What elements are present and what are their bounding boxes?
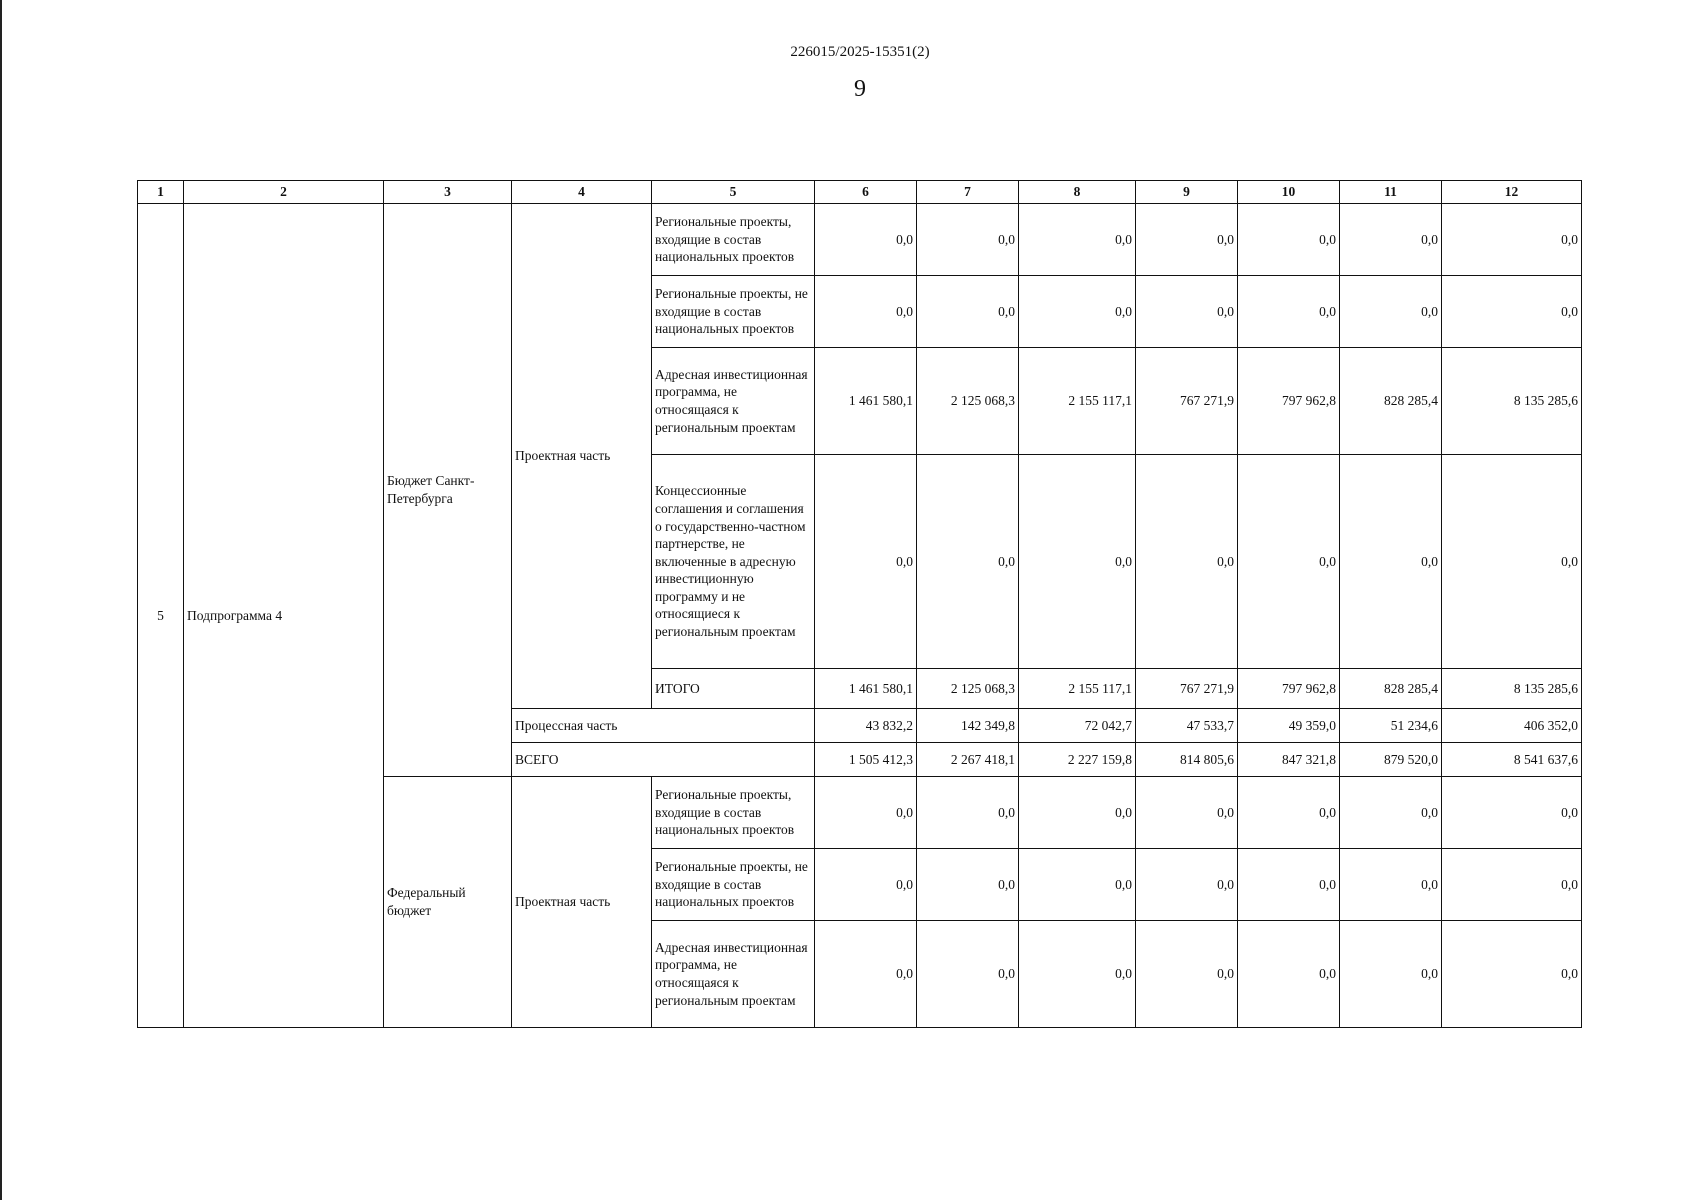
column-header: 9 xyxy=(1136,181,1238,204)
value-cell: 0,0 xyxy=(1442,276,1582,348)
value-cell: 0,0 xyxy=(1442,204,1582,276)
value-cell: 2 155 117,1 xyxy=(1019,348,1136,455)
category-name: Региональные проекты, не входящие в состав национальных проектов xyxy=(652,849,815,921)
value-cell: 2 227 159,8 xyxy=(1019,743,1136,777)
value-cell: 0,0 xyxy=(1238,276,1340,348)
value-cell: 0,0 xyxy=(815,276,917,348)
category-name: Адресная инвестиционная программа, не относящаяся к региональным проектам xyxy=(652,921,815,1028)
value-cell: 0,0 xyxy=(1238,204,1340,276)
value-cell: 51 234,6 xyxy=(1340,709,1442,743)
value-cell: 0,0 xyxy=(1238,849,1340,921)
column-header: 2 xyxy=(184,181,384,204)
project-part-label: Проектная часть xyxy=(512,204,652,709)
subprogram-name: Подпрограмма 4 xyxy=(184,204,384,1028)
value-cell: 0,0 xyxy=(815,455,917,669)
value-cell: 0,0 xyxy=(1238,777,1340,849)
project-part-label: Проектная часть xyxy=(512,777,652,1028)
value-cell: 0,0 xyxy=(917,921,1019,1028)
value-cell: 8 541 637,6 xyxy=(1442,743,1582,777)
value-cell: 8 135 285,6 xyxy=(1442,348,1582,455)
funding-source: Бюджет Санкт-Петербурга xyxy=(384,204,512,777)
column-number-row xyxy=(138,181,1582,204)
category-name: Региональные проекты, не входящие в состав национальных проектов xyxy=(652,276,815,348)
value-cell: 797 962,8 xyxy=(1238,669,1340,709)
value-cell: 0,0 xyxy=(1340,777,1442,849)
value-cell: 0,0 xyxy=(1442,849,1582,921)
value-cell: 0,0 xyxy=(1136,276,1238,348)
value-cell: 0,0 xyxy=(1019,777,1136,849)
value-cell: 0,0 xyxy=(917,777,1019,849)
document-number: 226015/2025-15351(2) xyxy=(790,44,930,60)
value-cell: 0,0 xyxy=(1136,849,1238,921)
category-name: ИТОГО xyxy=(652,669,815,709)
value-cell: 0,0 xyxy=(1238,455,1340,669)
value-cell: 0,0 xyxy=(1019,204,1136,276)
value-cell: 0,0 xyxy=(1442,921,1582,1028)
value-cell: 0,0 xyxy=(815,921,917,1028)
funding-source: Федеральный бюджет xyxy=(384,777,512,1028)
value-cell: 0,0 xyxy=(917,455,1019,669)
total-label: ВСЕГО xyxy=(512,743,815,777)
value-cell: 0,0 xyxy=(1340,276,1442,348)
row-number: 5 xyxy=(138,204,184,1028)
value-cell: 767 271,9 xyxy=(1136,348,1238,455)
value-cell: 0,0 xyxy=(1442,455,1582,669)
value-cell: 0,0 xyxy=(815,204,917,276)
value-cell: 879 520,0 xyxy=(1340,743,1442,777)
value-cell: 1 461 580,1 xyxy=(815,669,917,709)
value-cell: 828 285,4 xyxy=(1340,348,1442,455)
column-header: 4 xyxy=(512,181,652,204)
value-cell: 0,0 xyxy=(1136,455,1238,669)
value-cell: 814 805,6 xyxy=(1136,743,1238,777)
value-cell: 43 832,2 xyxy=(815,709,917,743)
column-header: 8 xyxy=(1019,181,1136,204)
value-cell: 8 135 285,6 xyxy=(1442,669,1582,709)
column-header: 5 xyxy=(652,181,815,204)
value-cell: 2 125 068,3 xyxy=(917,669,1019,709)
value-cell: 0,0 xyxy=(1136,204,1238,276)
value-cell: 2 267 418,1 xyxy=(917,743,1019,777)
column-header: 1 xyxy=(138,181,184,204)
process-part-label: Процессная часть xyxy=(512,709,815,743)
value-cell: 0,0 xyxy=(1340,455,1442,669)
category-name: Адресная инвестиционная программа, не относящаяся к региональным проектам xyxy=(652,348,815,455)
column-header: 10 xyxy=(1238,181,1340,204)
value-cell: 406 352,0 xyxy=(1442,709,1582,743)
column-header: 12 xyxy=(1442,181,1582,204)
value-cell: 142 349,8 xyxy=(917,709,1019,743)
column-header: 11 xyxy=(1340,181,1442,204)
budget-table xyxy=(137,180,1582,1028)
value-cell: 0,0 xyxy=(815,849,917,921)
category-name: Концессионные соглашения и соглашения о государственно-частном партнерстве, не включенные в адресную инвестиционную программу и не относящиеся к региональным проектам xyxy=(652,455,815,669)
column-header: 6 xyxy=(815,181,917,204)
value-cell: 0,0 xyxy=(917,849,1019,921)
value-cell: 847 321,8 xyxy=(1238,743,1340,777)
value-cell: 47 533,7 xyxy=(1136,709,1238,743)
value-cell: 0,0 xyxy=(1340,921,1442,1028)
value-cell: 0,0 xyxy=(1019,276,1136,348)
value-cell: 0,0 xyxy=(1136,921,1238,1028)
category-name: Региональные проекты, входящие в состав национальных проектов xyxy=(652,777,815,849)
value-cell: 0,0 xyxy=(1019,921,1136,1028)
category-name: Региональные проекты, входящие в состав национальных проектов xyxy=(652,204,815,276)
value-cell: 0,0 xyxy=(1136,777,1238,849)
value-cell: 1 505 412,3 xyxy=(815,743,917,777)
table-row xyxy=(138,204,1582,276)
value-cell: 0,0 xyxy=(1340,204,1442,276)
column-header: 7 xyxy=(917,181,1019,204)
value-cell: 2 155 117,1 xyxy=(1019,669,1136,709)
value-cell: 49 359,0 xyxy=(1238,709,1340,743)
value-cell: 1 461 580,1 xyxy=(815,348,917,455)
value-cell: 0,0 xyxy=(1019,455,1136,669)
value-cell: 0,0 xyxy=(1019,849,1136,921)
value-cell: 828 285,4 xyxy=(1340,669,1442,709)
value-cell: 0,0 xyxy=(1238,921,1340,1028)
value-cell: 2 125 068,3 xyxy=(917,348,1019,455)
value-cell: 0,0 xyxy=(917,204,1019,276)
value-cell: 0,0 xyxy=(1442,777,1582,849)
value-cell: 0,0 xyxy=(917,276,1019,348)
column-header: 3 xyxy=(384,181,512,204)
value-cell: 72 042,7 xyxy=(1019,709,1136,743)
page-left-edge xyxy=(0,0,2,1200)
value-cell: 797 962,8 xyxy=(1238,348,1340,455)
value-cell: 767 271,9 xyxy=(1136,669,1238,709)
value-cell: 0,0 xyxy=(1340,849,1442,921)
page-number: 9 xyxy=(854,76,866,102)
value-cell: 0,0 xyxy=(815,777,917,849)
